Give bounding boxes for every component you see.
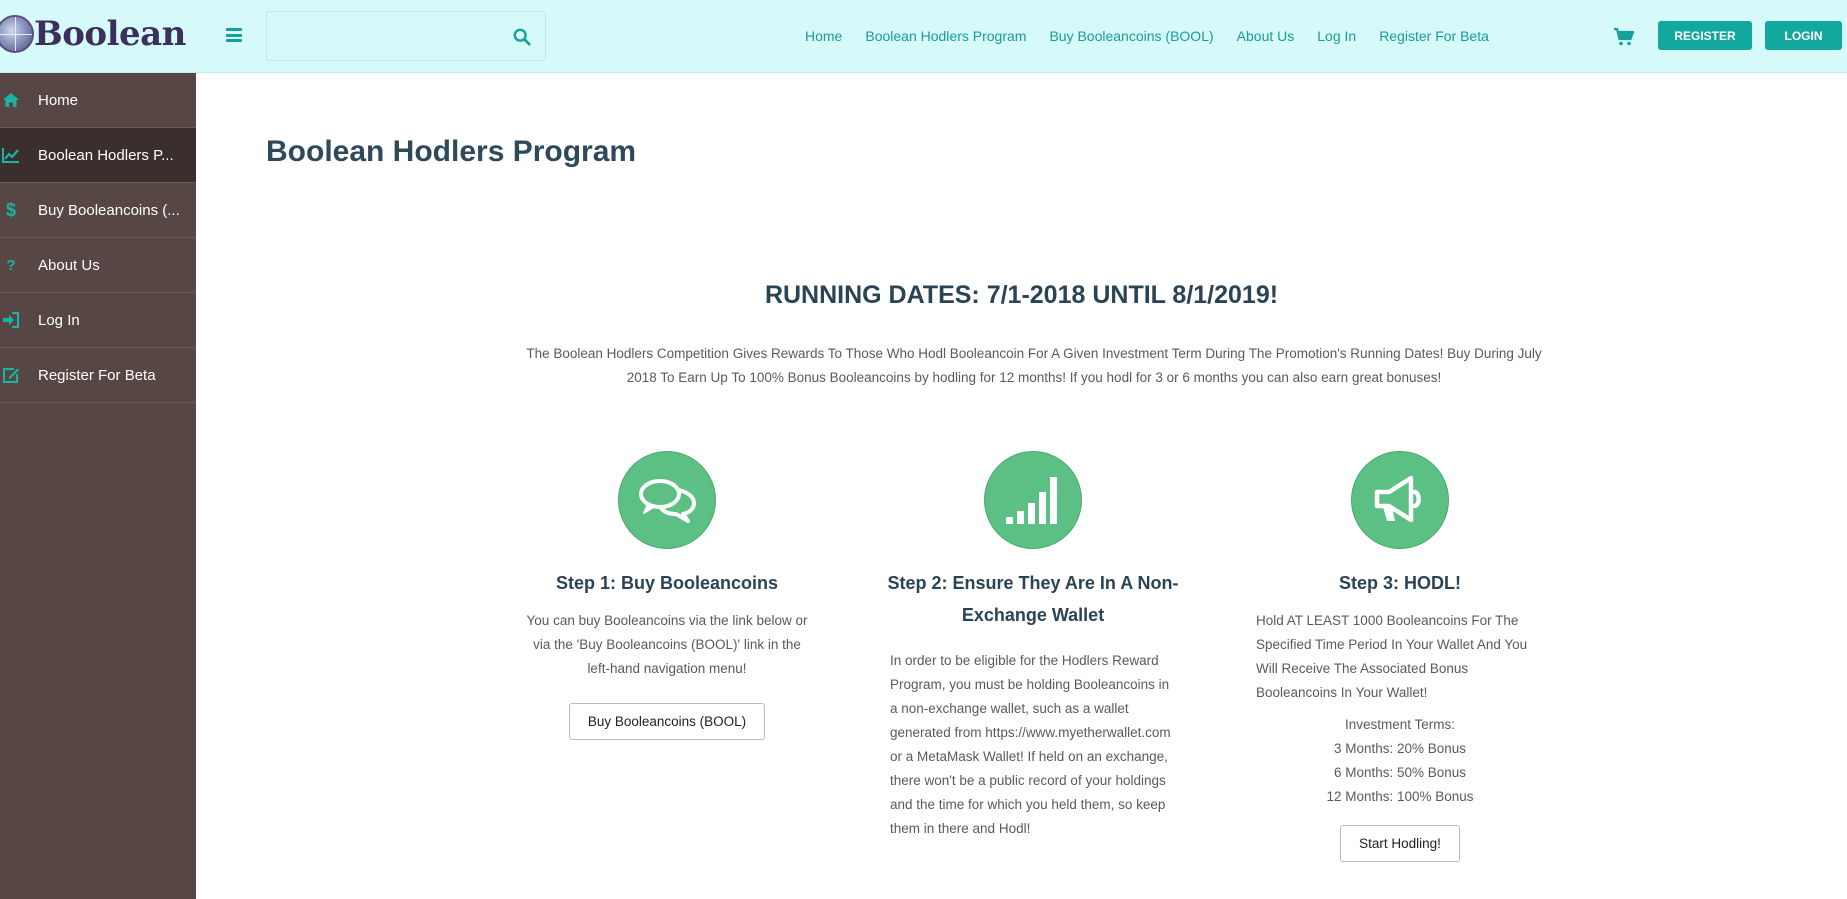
- topnav-log-in[interactable]: Log In: [1317, 28, 1357, 44]
- sidebar-item-hodlers-program[interactable]: [0, 128, 196, 183]
- search-icon[interactable]: [513, 28, 531, 46]
- sidebar-item-label: Home: [38, 91, 79, 109]
- megaphone-icon: [1371, 474, 1429, 526]
- sidebar-item-buy-booleancoins[interactable]: [0, 183, 196, 238]
- investment-term-item: 3 Months: 20% Bonus: [1333, 741, 1467, 756]
- register-button[interactable]: REGISTER: [1658, 21, 1752, 50]
- investment-term-item: 6 Months: 50% Bonus: [1333, 765, 1467, 780]
- running-dates-heading: RUNNING DATES: 7/1-2018 UNTIL 8/1/2019!: [764, 281, 1279, 309]
- step-1-text: You can buy Booleancoins via the link below or via the 'Buy Booleancoins (BOOL)' link in the left-hand navigation menu!: [526, 613, 808, 676]
- sidebar-item-about-us[interactable]: [0, 238, 196, 293]
- step-3-title: Step 3: HODL!: [1338, 573, 1461, 593]
- sidebar-nav: [0, 73, 196, 899]
- logo-text: Boolean: [34, 14, 186, 54]
- step-2-icon-circle: [984, 451, 1082, 549]
- sidebar-item-label: Log In: [38, 311, 80, 329]
- step-1-title: Step 1: Buy Booleancoins: [555, 573, 779, 593]
- sidebar-item-log-in[interactable]: [0, 293, 196, 348]
- menu-toggle-icon[interactable]: [226, 28, 242, 42]
- step-2-text: In order to be eligible for the Hodlers Reward Program, you must be holding Booleancoins in a non-exchange wallet, such as a wallet generated from https://www.myetherwallet.com or a MetaMask Wallet! If held on an exchange, there won't be a public record of your holdings and the time for which you held them, so keep them in there and Hodl!: [890, 653, 1171, 836]
- line-chart-icon: [2, 146, 20, 164]
- question-icon: ?: [6, 256, 16, 274]
- investment-terms: [1250, 713, 1550, 809]
- dollar-icon: $: [5, 199, 16, 220]
- sidebar-item-label: About Us: [38, 256, 100, 274]
- buy-booleancoins-button[interactable]: Buy Booleancoins (BOOL): [569, 703, 765, 740]
- topnav-buy-booleancoins[interactable]: Buy Booleancoins (BOOL): [1049, 28, 1214, 44]
- sidebar-item-label: Boolean Hodlers P...: [38, 146, 174, 164]
- top-header: [0, 0, 1847, 73]
- login-button[interactable]: LOGIN: [1765, 21, 1842, 50]
- sidebar-item-label: Buy Booleancoins (...: [38, 201, 180, 219]
- sidebar-item-label: Register For Beta: [38, 366, 156, 384]
- sidebar-item-home[interactable]: [0, 73, 196, 128]
- step-2-title: Step 2: Ensure They Are In A Non-Exchange Wallet: [887, 573, 1179, 625]
- step-3-icon-circle: [1351, 451, 1449, 549]
- start-hodling-button[interactable]: Start Hodling!: [1340, 825, 1460, 862]
- top-nav: [805, 28, 1489, 44]
- investment-terms-title: Investment Terms:: [1344, 717, 1456, 732]
- brand-logo[interactable]: [0, 12, 186, 56]
- edit-icon: [2, 366, 20, 384]
- search-input[interactable]: [267, 12, 507, 60]
- shopping-cart-icon[interactable]: [1613, 27, 1635, 47]
- topnav-about-us[interactable]: About Us: [1236, 28, 1295, 44]
- page-title: Boolean Hodlers Program: [266, 135, 637, 168]
- investment-term-item: 12 Months: 100% Bonus: [1326, 789, 1474, 804]
- signal-bars-icon: [1004, 475, 1062, 525]
- sign-in-icon: [2, 311, 20, 329]
- step-1-icon-circle: [618, 451, 716, 549]
- chat-bubbles-icon: [638, 477, 696, 523]
- step-1-card: [516, 451, 818, 740]
- search-box: [266, 11, 546, 61]
- topnav-register-beta[interactable]: Register For Beta: [1379, 28, 1489, 44]
- topnav-hodlers-program[interactable]: Boolean Hodlers Program: [865, 28, 1027, 44]
- sidebar-item-register-beta[interactable]: [0, 348, 196, 403]
- topnav-home[interactable]: Home: [805, 28, 843, 44]
- step-3-card: [1250, 451, 1550, 862]
- globe-logo-icon: [0, 15, 34, 53]
- step-2-card: [883, 451, 1183, 841]
- step-3-text: Hold AT LEAST 1000 Booleancoins For The Specified Time Period In Your Wallet And You Will Receive The Associated Bonus Booleancoins In Your Wallet!: [1256, 613, 1528, 700]
- home-icon: [2, 91, 20, 109]
- intro-text: The Boolean Hodlers Competition Gives Rewards To Those Who Hodl Booleancoin For A Given Investment Term During The Promotion's Running Dates! Buy During July 2018 To Earn Up To 100% Bonus Booleancoins by hodling for 12 months! If you hodl for 3 or 6 months you can also earn great bonuses!: [526, 346, 1542, 385]
